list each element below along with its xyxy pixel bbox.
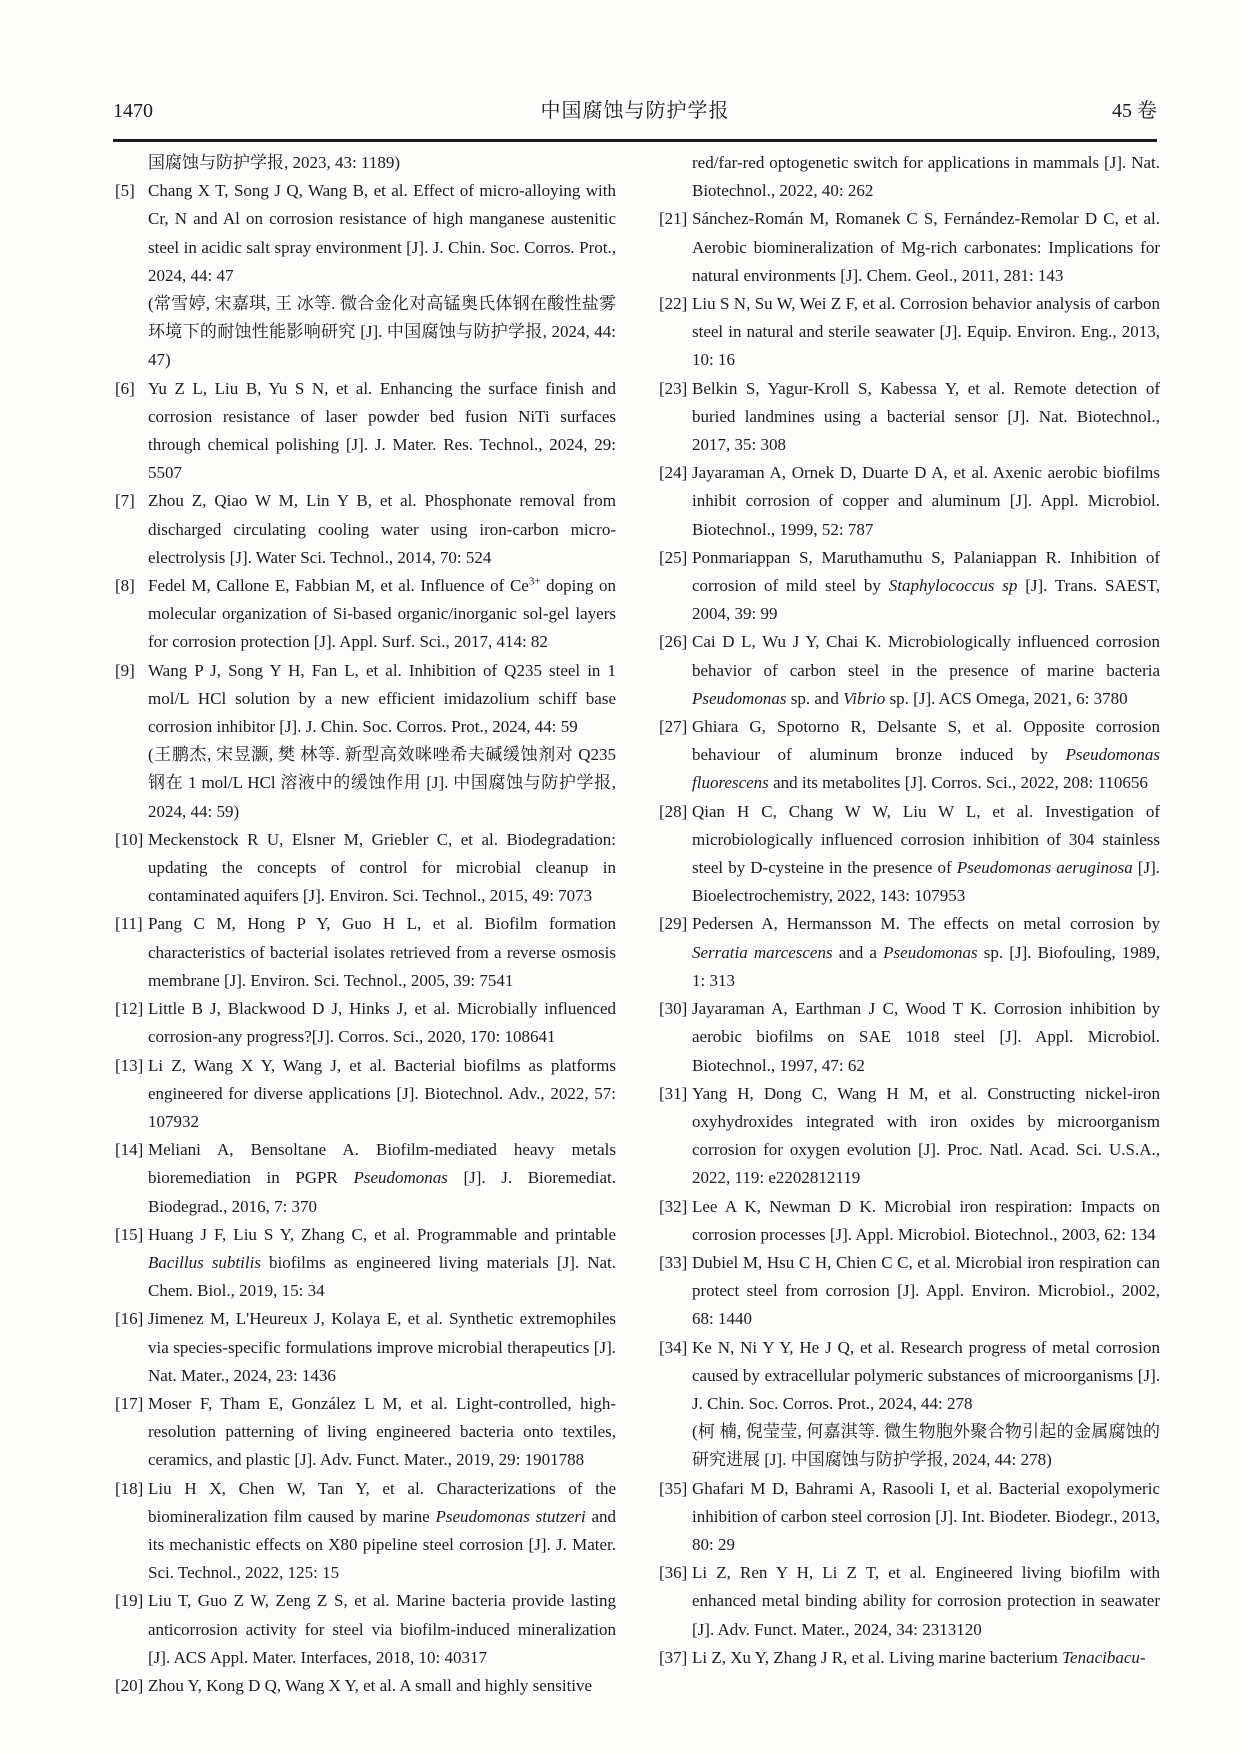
reference-item: [115, 1587, 616, 1672]
references-column-right: [659, 149, 1160, 1700]
reference-number: [35]: [659, 1478, 688, 1498]
reference-text: Meliani A, Bensoltane A. Biofilm-mediated heavy metals bioremediation in PGPR: [148, 1140, 616, 1188]
reference-item: [659, 628, 1160, 713]
reference-item: [115, 572, 616, 657]
reference-number: [23]: [659, 378, 688, 398]
journal-title: 中国腐蚀与防护学报: [540, 100, 730, 122]
reference-text: [J]. J. Bioremediat. Biodegrad., 2016, 7: 370: [148, 1168, 616, 1216]
reference-text: Wang P J, Song Y H, Fan L, et al. Inhibition of Q235 steel in 1 mol/L HCl solution by a new efficient imidazolium schiff base corrosion inhibitor [J]. J. Chin. Soc. Corros. Prot., 2024, 44: 59: [148, 660, 616, 737]
species-name-italic: Bacillus subtilis: [148, 1252, 261, 1272]
reference-text: Jimenez M, L'Heureux J, Kolaya E, et al. Synthetic extremophiles via species-specific formulations improve microbial therapeutics [J]. Nat. Mater., 2024, 23: 1436: [148, 1309, 616, 1385]
references-column-left: [115, 149, 616, 1700]
reference-text: Qian H C, Chang W W, Liu W L, et al. Investigation of microbiologically influenced corrosion inhibition of 304 stainless steel by D-cysteine in the presence of: [692, 801, 1160, 878]
header-rule-divider: [113, 139, 1157, 142]
species-name-italic: Serratia marcescens: [692, 942, 833, 962]
reference-item: [115, 1475, 616, 1588]
reference-number: [32]: [659, 1196, 688, 1216]
reference-text: [J]. Trans. SAEST, 2004, 39: 99: [692, 576, 1160, 624]
reference-number: [14]: [115, 1140, 144, 1160]
reference-text: Cai D L, Wu J Y, Chai K. Microbiologically influenced corrosion behavior of carbon steel in the presence of marine bacteria: [692, 632, 1160, 680]
reference-text: (常雪婷, 宋嘉琪, 王 冰等. 微合金化对高锰奥氏体钢在酸性盐雾环境下的耐蚀性能影响研究 [J]. 中国腐蚀与防护学报, 2024, 44: 47): [148, 294, 616, 370]
species-name-italic: Vibrio: [843, 688, 886, 708]
species-name-italic: Pseudomonas aeruginosa: [956, 858, 1133, 878]
reference-item: [659, 995, 1160, 1080]
reference-item: [659, 1193, 1160, 1249]
reference-text: Fedel M, Callone E, Fabbian M, et al. Influence of Ce: [148, 576, 529, 596]
species-name-italic: Pseudomonas: [883, 942, 978, 962]
reference-number: [36]: [659, 1563, 688, 1583]
reference-item: [659, 290, 1160, 375]
reference-number: [27]: [659, 717, 688, 737]
page-header: [113, 94, 1157, 123]
reference-text: and a: [832, 942, 884, 962]
page-number: 1470: [113, 100, 153, 122]
reference-number: [28]: [659, 801, 688, 821]
reference-text: Liu S N, Su W, Wei Z F, et al. Corrosion behavior analysis of carbon steel in natural and sterile seawater [J]. Equip. Environ. Eng., 2013, 10: 16: [692, 294, 1160, 370]
reference-number: [12]: [115, 999, 144, 1019]
reference-text: Pedersen A, Hermansson M. The effects on metal corrosion by: [692, 914, 1160, 934]
reference-number: [9]: [115, 660, 135, 680]
reference-number: [15]: [115, 1224, 144, 1244]
species-name-italic: Pseudomonas fluorescens: [692, 745, 1160, 793]
reference-text: (柯 楠, 倪莹莹, 何嘉淇等. 微生物胞外聚合物引起的金属腐蚀的研究进展 [J]. 中国腐蚀与防护学报, 2024, 44: 278): [692, 1422, 1160, 1470]
reference-text: Little B J, Blackwood D J, Hinks J, et al. Microbially influenced corrosion-any progress?[J]. Corros. Sci., 2020, 170: 108641: [148, 999, 616, 1047]
reference-item: [115, 1136, 616, 1221]
references-content: [115, 149, 1160, 1700]
reference-item: [659, 713, 1160, 798]
species-name-italic: Staphylococcus sp: [888, 576, 1018, 596]
reference-item: [659, 1249, 1160, 1334]
reference-text: Li Z, Ren Y H, Li Z T, et al. Engineered living biofilm with enhanced metal binding ability for corrosion protection in seawater [J]. Adv. Funct. Mater., 2024, 34: 2313120: [692, 1563, 1160, 1639]
volume-label: 45 卷: [1112, 100, 1157, 122]
reference-number: [34]: [659, 1337, 688, 1357]
reference-text: Chang X T, Song J Q, Wang B, et al. Effect of micro-alloying with Cr, N and Al on corrosion resistance of high manganese austenitic steel in acidic salt spray environment [J]. J. Chin. Soc. Corros. Prot., 2024, 44: 47: [148, 181, 616, 285]
species-name-italic: Pseudomonas: [692, 688, 787, 708]
reference-item: [115, 1221, 616, 1306]
reference-number: [31]: [659, 1083, 688, 1103]
reference-item: [115, 1672, 616, 1700]
reference-text: Sánchez-Román M, Romanek C S, Fernández-Remolar D C, et al. Aerobic biomineralization of Mg-rich carbonates: Implications for natural environments [J]. Chem. Geol., 2011, 281: 143: [692, 209, 1160, 285]
reference-item: [659, 1644, 1160, 1672]
reference-text: Liu T, Guo Z W, Zeng Z S, et al. Marine bacteria provide lasting anticorrosion activity for steel via biofilm-induced mineralization [J]. ACS Appl. Mater. Interfaces, 2018, 10: 40317: [148, 1591, 616, 1667]
reference-number: [5]: [115, 181, 135, 201]
reference-text: Yu Z L, Liu B, Yu S N, et al. Enhancing the surface finish and corrosion resistance of laser powder bed fusion NiTi surfaces through chemical polishing [J]. J. Mater. Res. Technol., 2024, 29: 5507: [148, 378, 616, 483]
reference-text: Pang C M, Hong P Y, Guo H L, et al. Biofilm formation characteristics of bacterial isolates retrieved from a reverse osmosis membrane [J]. Environ. Sci. Technol., 2005, 39: 7541: [148, 914, 616, 990]
reference-number: [24]: [659, 463, 688, 483]
reference-number: [33]: [659, 1252, 688, 1272]
reference-item: [115, 910, 616, 995]
reference-text: Jayaraman A, Ornek D, Duarte D A, et al. Axenic aerobic biofilms inhibit corrosion of copper and aluminum [J]. Appl. Microbiol. Biotechnol., 1999, 52: 787: [692, 463, 1160, 539]
reference-text: Belkin S, Yagur-Kroll S, Kabessa Y, et al. Remote detection of buried landmines using a bacterial sensor [J]. Nat. Biotechnol., 2017, 35: 308: [692, 378, 1160, 455]
reference-item: [659, 544, 1160, 629]
reference-text: and its mechanistic effects on X80 pipeline steel corrosion [J]. J. Mater. Sci. Technol., 2022, 125: 15: [148, 1506, 617, 1583]
reference-text: Meckenstock R U, Elsner M, Griebler C, et al. Biodegradation: updating the concepts of control for microbial cleanup in contaminated aquifers [J]. Environ. Sci. Technol., 2015, 49: 7073: [148, 829, 616, 906]
species-name-italic: Pseudomonas: [353, 1168, 448, 1188]
reference-text: red/far-red optogenetic switch for applications in mammals [J]. Nat. Biotechnol., 2022, 40: 262: [692, 153, 1160, 201]
reference-text: sp. [J]. ACS Omega, 2021, 6: 3780: [885, 688, 1128, 708]
reference-text: Ke N, Ni Y Y, He J Q, et al. Research progress of metal corrosion caused by extracellular polymeric substances of microorganisms [J]. J. Chin. Soc. Corros. Prot., 2024, 44: 278: [692, 1337, 1160, 1413]
reference-number: [29]: [659, 914, 688, 934]
reference-item: [115, 657, 616, 826]
reference-continuation: [115, 149, 616, 177]
reference-item: [115, 177, 616, 374]
reference-number: [11]: [115, 914, 143, 934]
reference-text: doping on molecular organization of Si-based organic/inorganic sol-gel layers for corrosion protection [J]. Appl. Surf. Sci., 2017, 414: 82: [148, 576, 616, 652]
reference-text: Moser F, Tham E, González L M, et al. Light-controlled, high-resolution patterning of living engineered bacteria onto textiles, ceramics, and plastic [J]. Adv. Funct. Mater., 2019, 29: 1901788: [148, 1393, 616, 1470]
reference-text: sp. [J]. Biofouling, 1989, 1: 313: [692, 942, 1160, 990]
reference-text: and its metabolites [J]. Corros. Sci., 2022, 208: 110656: [768, 773, 1148, 793]
reference-text: Jayaraman A, Earthman J C, Wood T K. Corrosion inhibition by aerobic biofilms on SAE 1018 steel [J]. Appl. Microbiol. Biotechnol., 1997, 47: 62: [692, 999, 1160, 1075]
reference-item: [659, 1334, 1160, 1475]
reference-text: (王鹏杰, 宋昱灏, 樊 林等. 新型高效咪唑希夫碱缓蚀剂对 Q235 钢在 1 mol/L HCl 溶液中的缓蚀作用 [J]. 中国腐蚀与防护学报, 2024, 44: 59): [148, 745, 616, 821]
reference-text: [J]. Bioelectrochemistry, 2022, 143: 107953: [692, 858, 1160, 906]
reference-text: Dubiel M, Hsu C H, Chien C C, et al. Microbial iron respiration can protect steel from corrosion [J]. Appl. Environ. Microbiol., 2002, 68: 1440: [692, 1252, 1160, 1329]
reference-number: [19]: [115, 1591, 144, 1611]
reference-number: [13]: [115, 1055, 144, 1075]
reference-text: Li Z, Wang X Y, Wang J, et al. Bacterial biofilms as platforms engineered for diverse applications [J]. Biotechnol. Adv., 2022, 57: 107932: [148, 1055, 616, 1131]
reference-item: [659, 1475, 1160, 1560]
reference-item: [115, 487, 616, 572]
reference-item: [115, 826, 616, 911]
reference-item: [115, 995, 616, 1051]
reference-text: Lee A K, Newman D K. Microbial iron respiration: Impacts on corrosion processes [J]. Appl. Microbiol. Biotechnol., 2003, 62: 134: [692, 1196, 1160, 1244]
reference-item: [115, 375, 616, 488]
reference-text: Yang H, Dong C, Wang H M, et al. Constructing nickel-iron oxyhydroxides integrated with iron oxides by microorganism corrosion for oxygen evolution [J]. Proc. Natl. Acad. Sci. U.S.A., 2022, 119: e2202812119: [692, 1083, 1160, 1188]
reference-number: [8]: [115, 576, 135, 596]
reference-number: [37]: [659, 1647, 688, 1667]
reference-number: [26]: [659, 632, 688, 652]
species-name-italic: Pseudomonas stutzeri: [435, 1506, 586, 1526]
reference-number: [6]: [115, 378, 135, 398]
reference-continuation: [659, 149, 1160, 205]
reference-text: Li Z, Xu Y, Zhang J R, et al. Living marine bacterium: [692, 1647, 1063, 1667]
reference-number: [7]: [115, 491, 135, 511]
reference-number: [30]: [659, 999, 688, 1019]
reference-text: sp. and: [786, 688, 844, 708]
reference-number: [17]: [115, 1393, 144, 1413]
reference-number: [10]: [115, 829, 144, 849]
reference-item: [659, 459, 1160, 544]
reference-number: [18]: [115, 1478, 144, 1498]
reference-text: Ghiara G, Spotorno R, Delsante S, et al. Opposite corrosion behaviour of aluminum bronze induced by: [692, 717, 1160, 765]
reference-item: [659, 1080, 1160, 1193]
reference-text: Zhou Y, Kong D Q, Wang X Y, et al. A small and highly sensitive: [148, 1675, 593, 1695]
superscript-text: 3+: [528, 575, 541, 588]
species-name-italic: Tenacibacu-: [1062, 1647, 1146, 1667]
reference-item: [115, 1052, 616, 1137]
reference-item: [659, 375, 1160, 460]
reference-text: Ghafari M D, Bahrami A, Rasooli I, et al. Bacterial exopolymeric inhibition of carbon steel corrosion [J]. Int. Biodeter. Biodegr., 2013, 80: 29: [692, 1478, 1160, 1554]
reference-number: [25]: [659, 547, 688, 567]
reference-text: Liu H X, Chen W, Tan Y, et al. Characterizations of the biomineralization film caused by marine: [148, 1478, 616, 1526]
reference-text: Ponmariappan S, Maruthamuthu S, Palaniappan R. Inhibition of corrosion of mild steel by: [692, 547, 1160, 596]
reference-text: 国腐蚀与防护学报, 2023, 43: 1189): [148, 153, 401, 172]
reference-item: [659, 798, 1160, 911]
reference-item: [115, 1390, 616, 1475]
reference-item: [659, 910, 1160, 995]
reference-text: biofilms as engineered living materials [J]. Nat. Chem. Biol., 2019, 15: 34: [148, 1252, 617, 1301]
reference-text: Zhou Z, Qiao W M, Lin Y B, et al. Phosphonate removal from discharged circulating cooling water using iron-carbon micro-electrolysis [J]. Water Sci. Technol., 2014, 70: 524: [148, 491, 616, 567]
reference-item: [115, 1305, 616, 1390]
reference-number: [22]: [659, 294, 688, 314]
reference-text: Huang J F, Liu S Y, Zhang C, et al. Programmable and printable: [148, 1224, 616, 1244]
reference-number: [20]: [115, 1675, 144, 1695]
reference-item: [659, 1559, 1160, 1644]
reference-item: [659, 205, 1160, 290]
reference-number: [21]: [659, 209, 688, 229]
reference-number: [16]: [115, 1309, 144, 1329]
